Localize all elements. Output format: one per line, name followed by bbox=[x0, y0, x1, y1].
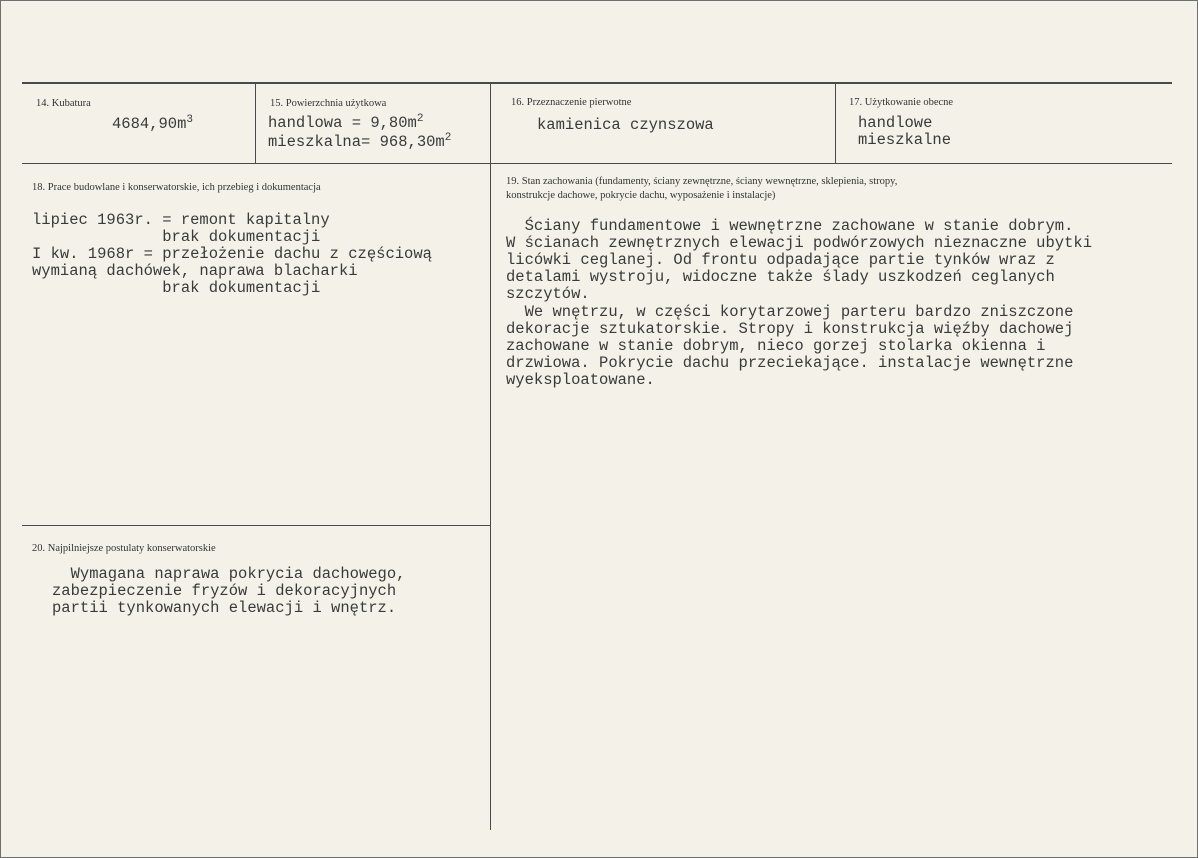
col-divider-1 bbox=[255, 84, 256, 164]
field-14-value-exponent: 3 bbox=[186, 113, 194, 126]
field-17-line: handlowe bbox=[858, 114, 933, 132]
field-20-label: 20. Najpilniejsze postulaty konserwatorskie bbox=[32, 543, 216, 554]
field-18-line: lipiec 1963r. = remont kapitalny bbox=[32, 211, 330, 229]
field-20-line: zabezpieczenie fryzów i dekoracyjnych bbox=[52, 582, 397, 600]
field-15-label: 15. Powierzchnia użytkowa bbox=[270, 98, 387, 109]
field-14-value bbox=[112, 113, 194, 134]
left-column-rule bbox=[22, 525, 490, 526]
field-15-line-1 bbox=[268, 112, 424, 133]
top-rule bbox=[22, 82, 1172, 84]
field-19-label: 19. Stan zachowania (fundamenty, ściany zewnętrzne, ściany wewnętrzne, sklepienia, stropy, konstrukcje dachowe, pokrycie dachu, wyposażenie i instalacje) bbox=[506, 176, 898, 201]
row1-rule bbox=[22, 163, 1172, 164]
col-divider-2 bbox=[490, 84, 491, 830]
field-15-line-2 bbox=[268, 131, 452, 152]
field-18-label: 18. Prace budowlane i konserwatorskie, ich przebieg i dokumentacja bbox=[32, 182, 321, 193]
field-15-line-2-exponent: 2 bbox=[444, 131, 452, 144]
field-16-value: kamienica czynszowa bbox=[537, 116, 714, 134]
field-19-line: W ścianach zewnętrznych elewacji podwórzowych nieznaczne ubytki bbox=[506, 234, 1092, 252]
field-15-line-1-text: handlowa = 9,80m bbox=[268, 114, 417, 132]
field-19-line: zachowane w stanie dobrym, nieco gorzej stolarka okienna i bbox=[506, 337, 1046, 355]
field-17-line: mieszkalne bbox=[858, 131, 952, 149]
field-15-line-2-text: mieszkalna= 968,30m bbox=[268, 133, 445, 151]
field-19-line: wyeksploatowane. bbox=[506, 371, 655, 389]
field-19-line: drzwiowa. Pokrycie dachu przeciekające. instalacje wewnętrzne bbox=[506, 354, 1074, 372]
field-14-label: 14. Kubatura bbox=[36, 98, 91, 109]
field-20-line: partii tynkowanych elewacji i wnętrz. bbox=[52, 599, 397, 617]
field-19-line: szczytów. bbox=[506, 285, 590, 303]
field-18-line: I kw. 1968r = przełożenie dachu z częściową bbox=[32, 245, 432, 263]
field-19-line: dekoracje sztukatorskie. Stropy i konstrukcja więźby dachowej bbox=[506, 320, 1074, 338]
col-divider-3 bbox=[835, 84, 836, 164]
field-19-line: detalami wystroju, widoczne także ślady uszkodzeń ceglanych bbox=[506, 268, 1055, 286]
field-19-line: Ściany fundamentowe i wewnętrzne zachowane w stanie dobrym. bbox=[506, 217, 1074, 235]
field-18-line: wymianą dachówek, naprawa blacharki bbox=[32, 262, 358, 280]
field-16-label: 16. Przeznaczenie pierwotne bbox=[511, 97, 632, 108]
field-18-line: brak dokumentacji bbox=[32, 279, 321, 297]
field-18-line: brak dokumentacji bbox=[32, 228, 321, 246]
field-15-line-1-exponent: 2 bbox=[416, 112, 424, 125]
field-20-line: Wymagana naprawa pokrycia dachowego, bbox=[52, 565, 406, 583]
field-14-value-text: 4684,90m bbox=[112, 115, 187, 133]
field-19-line: We wnętrzu, w części korytarzowej parteru bardzo zniszczone bbox=[506, 303, 1074, 321]
field-17-label: 17. Użytkowanie obecne bbox=[849, 97, 954, 108]
field-19-line: licówki ceglanej. Od frontu odpadające partie tynków wraz z bbox=[506, 251, 1055, 269]
